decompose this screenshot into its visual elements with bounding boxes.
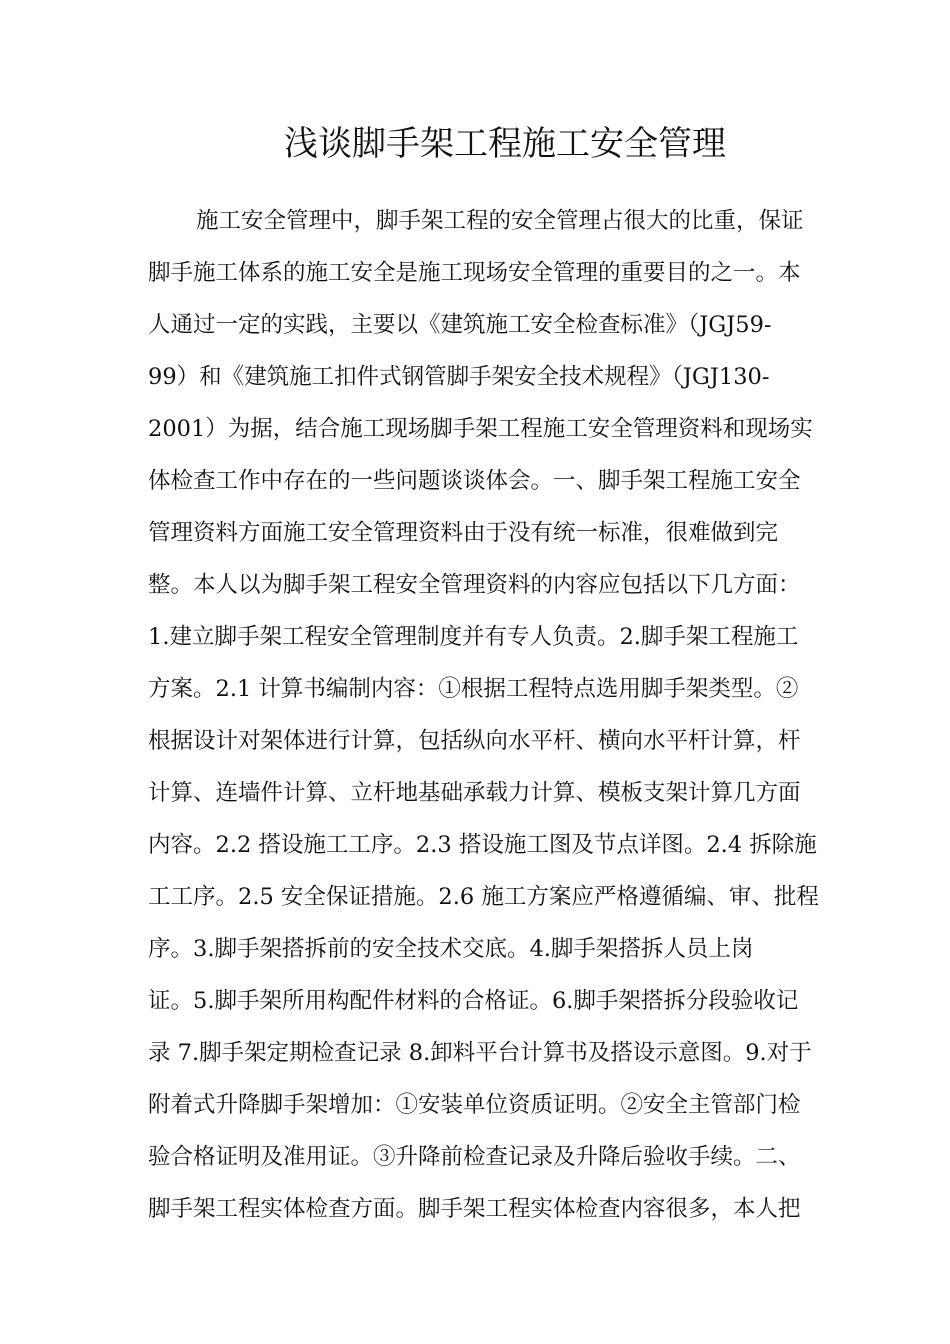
body-line: 证。5.脚手架所用构配件材料的合格证。6.脚手架搭拆分段验收记 [148,988,799,1014]
body-line: 整。本人以为脚手架工程安全管理资料的内容应包括以下几方面： [148,572,801,598]
body-line: 工工序。2.5 安全保证措施。2.6 施工方案应严格遵循编、审、批程 [148,884,819,910]
body-line: 序。3.脚手架搭拆前的安全技术交底。4.脚手架搭拆人员上岗 [148,936,754,962]
body-line: 附着式升降脚手架增加：①安装单位资质证明。②安全主管部门检 [148,1092,801,1118]
body-line: 体检查工作中存在的一些问题谈谈体会。一、脚手架工程施工安全 [148,468,801,494]
body-line: 1.建立脚手架工程安全管理制度并有专人负责。2.脚手架工程施工 [148,624,799,650]
body-line: 人通过一定的实践，主要以《建筑施工安全检查标准》（JGJ59- [148,312,772,338]
body-line: 施工安全管理中，脚手架工程的安全管理占很大的比重，保证 [196,208,804,234]
body-line: 脚手施工体系的施工安全是施工现场安全管理的重要目的之一。本 [148,260,801,286]
body-line: 2001）为据，结合施工现场脚手架工程施工安全管理资料和现场实 [148,416,813,442]
document-body [148,195,819,1235]
body-line: 99）和《建筑施工扣件式钢管脚手架安全技术规程》（JGJ130- [148,364,770,390]
body-line: 脚手架工程实体检查方面。脚手架工程实体检查内容很多，本人把 [148,1196,801,1222]
body-line: 方案。2.1 计算书编制内容：①根据工程特点选用脚手架类型。② [148,676,799,702]
document-title: 浅谈脚手架工程施工安全管理 [284,124,726,164]
body-line: 验合格证明及准用证。③升降前检查记录及升降后验收手续。二、 [148,1144,801,1170]
body-line: 根据设计对架体进行计算，包括纵向水平杆、横向水平杆计算，杆 [148,728,801,754]
body-line: 录 7.脚手架定期检查记录 8.卸料平台计算书及搭设示意图。9.对于 [148,1040,812,1066]
body-line: 内容。2.2 搭设施工工序。2.3 搭设施工图及节点详图。2.4 拆除施 [148,832,817,858]
body-line: 计算、连墙件计算、立杆地基础承载力计算、模板支架计算几方面 [148,780,801,806]
body-line: 管理资料方面施工安全管理资料由于没有统一标准，很难做到完 [148,520,779,546]
